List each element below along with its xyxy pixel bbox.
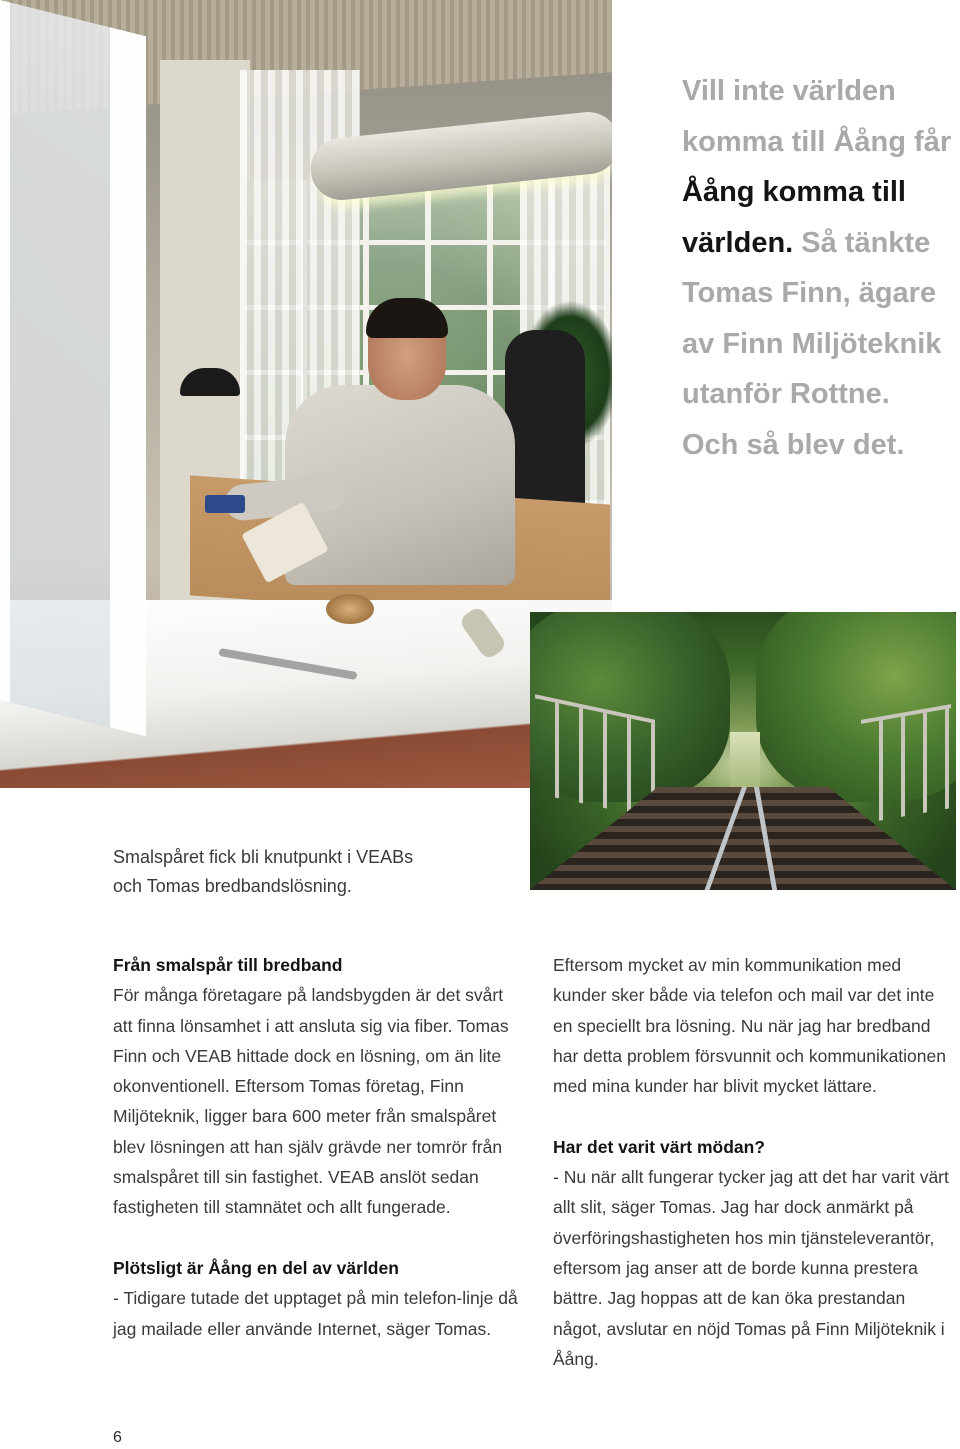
page-number: 6 [113,1429,122,1446]
body-paragraph: För många företagare på landsbygden är det svårt att finna lönsamhet i att ansluta sig via fiber. Tomas Finn och VEAB hittade dock en lösning, om än lite okonventionell. Eftersom Tomas företag, Finn Miljöteknik, ligger bara 600 meter från smalspåret blev lösningen att han själv grävde ner tomrör från smalspåret till sin fastighet. VEAB anslöt sedan fastigheten till stamnätet och allt fungerade. [113,985,509,1218]
intro-text-highlight: Åång komma till världen. [682,176,906,259]
section-heading: Från smalspår till bredband [113,955,343,975]
section-heading: Plötsligt är Åång en del av världen [113,1257,399,1278]
railway-bridge-photo [530,612,956,890]
intro-text-part2: Så tänkte Tomas Finn, ägare av Finn Miljöteknik utanför Rottne. Och så blev det. [682,226,942,461]
body-paragraph: - Tidigare tutade det upptaget på min telefon-linje då jag mailade eller använde Internet, säger Tomas. [113,1288,518,1339]
office-photo [0,0,612,788]
left-column [113,950,518,1344]
bridge-railing [861,704,951,824]
open-window-frame [0,0,146,736]
photo-caption [113,843,493,900]
body-paragraph: - Nu när allt fungerar tycker jag att det har varit värt allt slit, säger Tomas. Jag har dock anmärkt på överföringshastigheten hos min tjänsteleverantör, eftersom jag anser att de borde kunna prestera bättre. Jag hoppas att de kan öka prestandan något, avslutar en nöjd Tomas på Finn Miljöteknik i Åång. [553,1167,949,1369]
mouse-pad [205,495,245,513]
caption-line-1: Smalspåret fick bli knutpunkt i VEABs [113,847,414,867]
section-heading: Har det varit värt mödan? [553,1136,765,1157]
caption-line-2: och Tomas bredbandslösning. [113,875,352,896]
body-paragraph: Eftersom mycket av min kommunikation med kunder sker både via telefon och mail var det inte en speciellt bra lösning. Nu när jag har bredband har detta problem försvunnit och kommunikationen med mina kunder har blivit mycket lättare. [553,955,946,1097]
intro-text-part1: Vill inte världen komma till Åång får [682,75,952,158]
intro-quote [682,66,952,470]
right-column [553,950,958,1374]
jar [326,594,374,624]
